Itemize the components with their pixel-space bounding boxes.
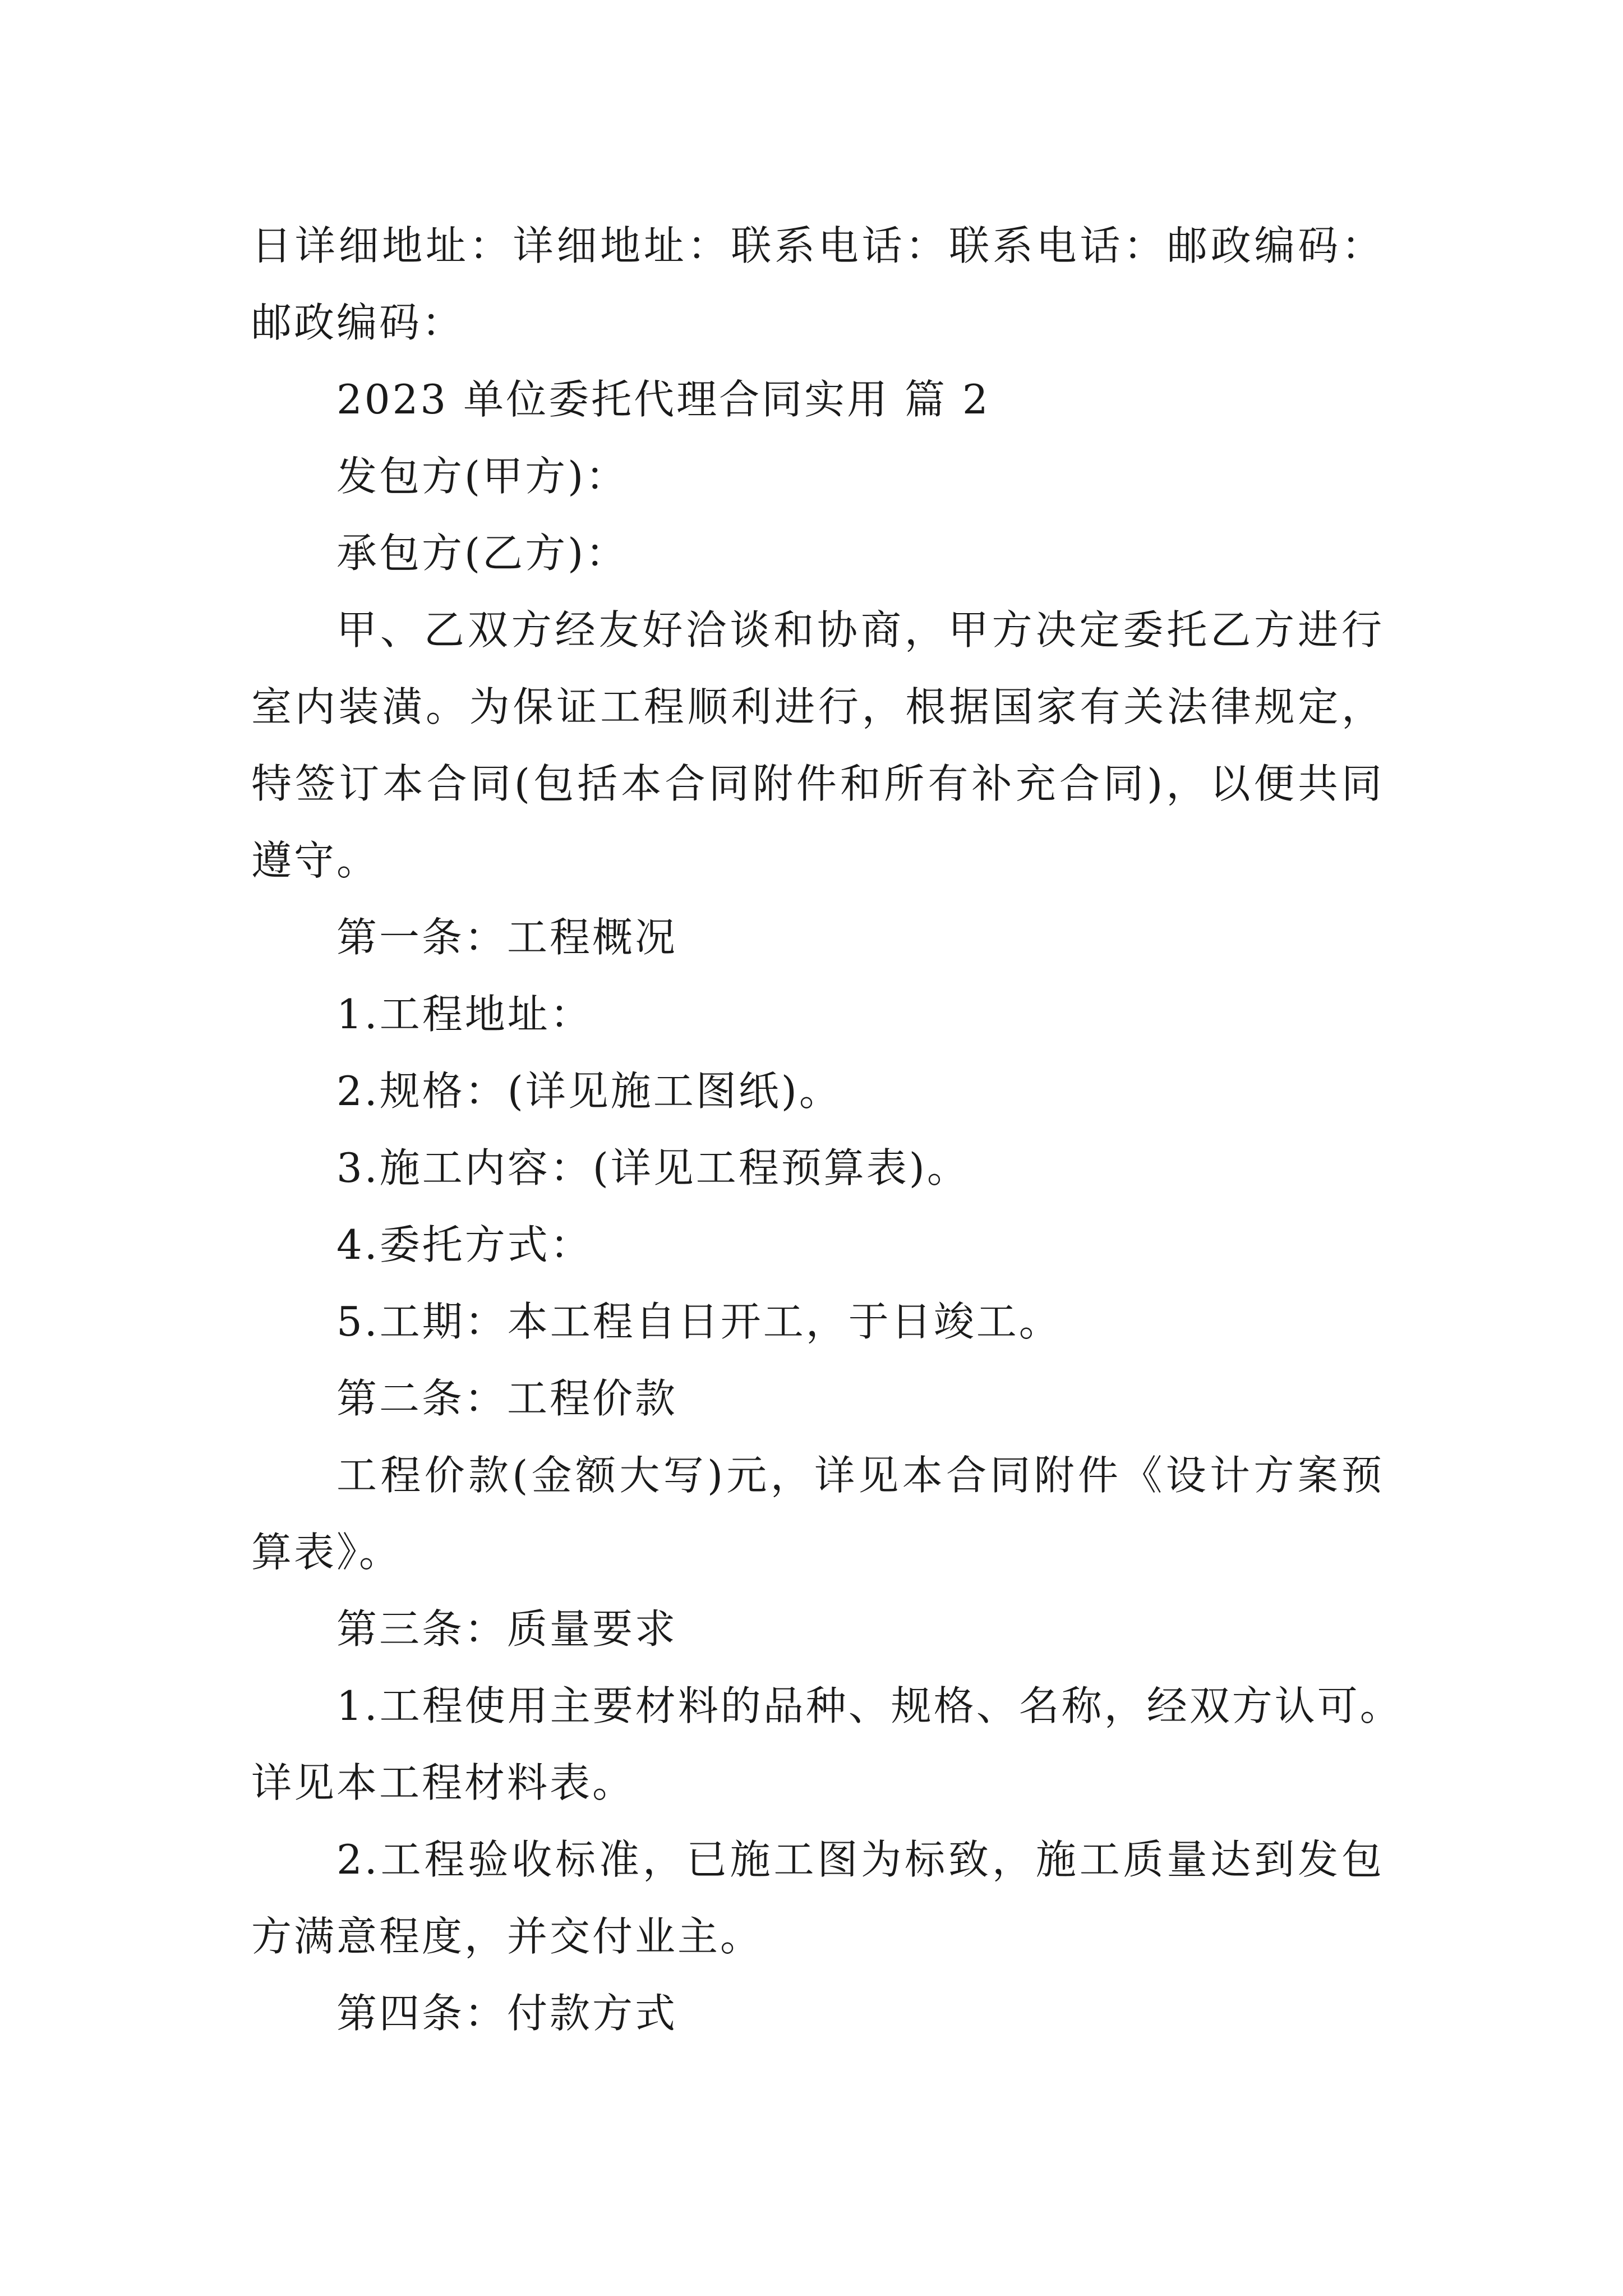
text-line: 1.工程使用主要材料的品种、规格、名称，经双方认可。: [336, 1682, 1403, 1729]
text-line: 2023 单位委托代理合同实用 篇 2: [336, 376, 990, 423]
text-line: 第四条：付款方式: [336, 1990, 678, 2037]
text-line: 承包方(乙方)：: [336, 530, 629, 577]
text-line: 第一条：工程概况: [336, 914, 678, 961]
text-line: 4.委托方式：: [336, 1221, 593, 1268]
document-page: [251, 208, 1403, 2052]
text-line: 第二条：工程价款: [336, 1375, 678, 1422]
text-line: 特签订本合同(包括本合同附件和所有补充合同)，以便共同: [251, 760, 1384, 807]
text-line: 详见本工程材料表。: [251, 1759, 635, 1806]
text-line: 2.规格：(详见施工图纸)。: [336, 1068, 842, 1115]
text-line: 遵守。: [251, 837, 380, 884]
text-line: 方满意程度，并交付业主。: [251, 1913, 763, 1960]
text-line: 2.工程验收标准，已施工图为标致，施工质量达到发包: [336, 1836, 1384, 1883]
text-line: 5.工期：本工程自日开工，于日竣工。: [336, 1298, 1062, 1345]
text-line: 邮政编码：: [251, 299, 465, 346]
text-line: 工程价款(金额大写)元，详见本合同附件《设计方案预: [336, 1452, 1384, 1499]
text-line: 3.施工内容：(详见工程预算表)。: [336, 1144, 970, 1191]
text-line: 1.工程地址：: [336, 991, 593, 1038]
text-line: 第三条：质量要求: [336, 1605, 678, 1653]
text-line: 发包方(甲方)：: [336, 453, 629, 500]
text-line: 算表》。: [251, 1529, 402, 1576]
text-line: 甲、乙双方经友好洽谈和协商，甲方决定委托乙方进行: [336, 606, 1384, 654]
text-line: 室内装潢。为保证工程顺利进行，根据国家有关法律规定，: [251, 683, 1384, 730]
text-line: 日详细地址：详细地址：联系电话：联系电话：邮政编码：: [251, 222, 1384, 269]
